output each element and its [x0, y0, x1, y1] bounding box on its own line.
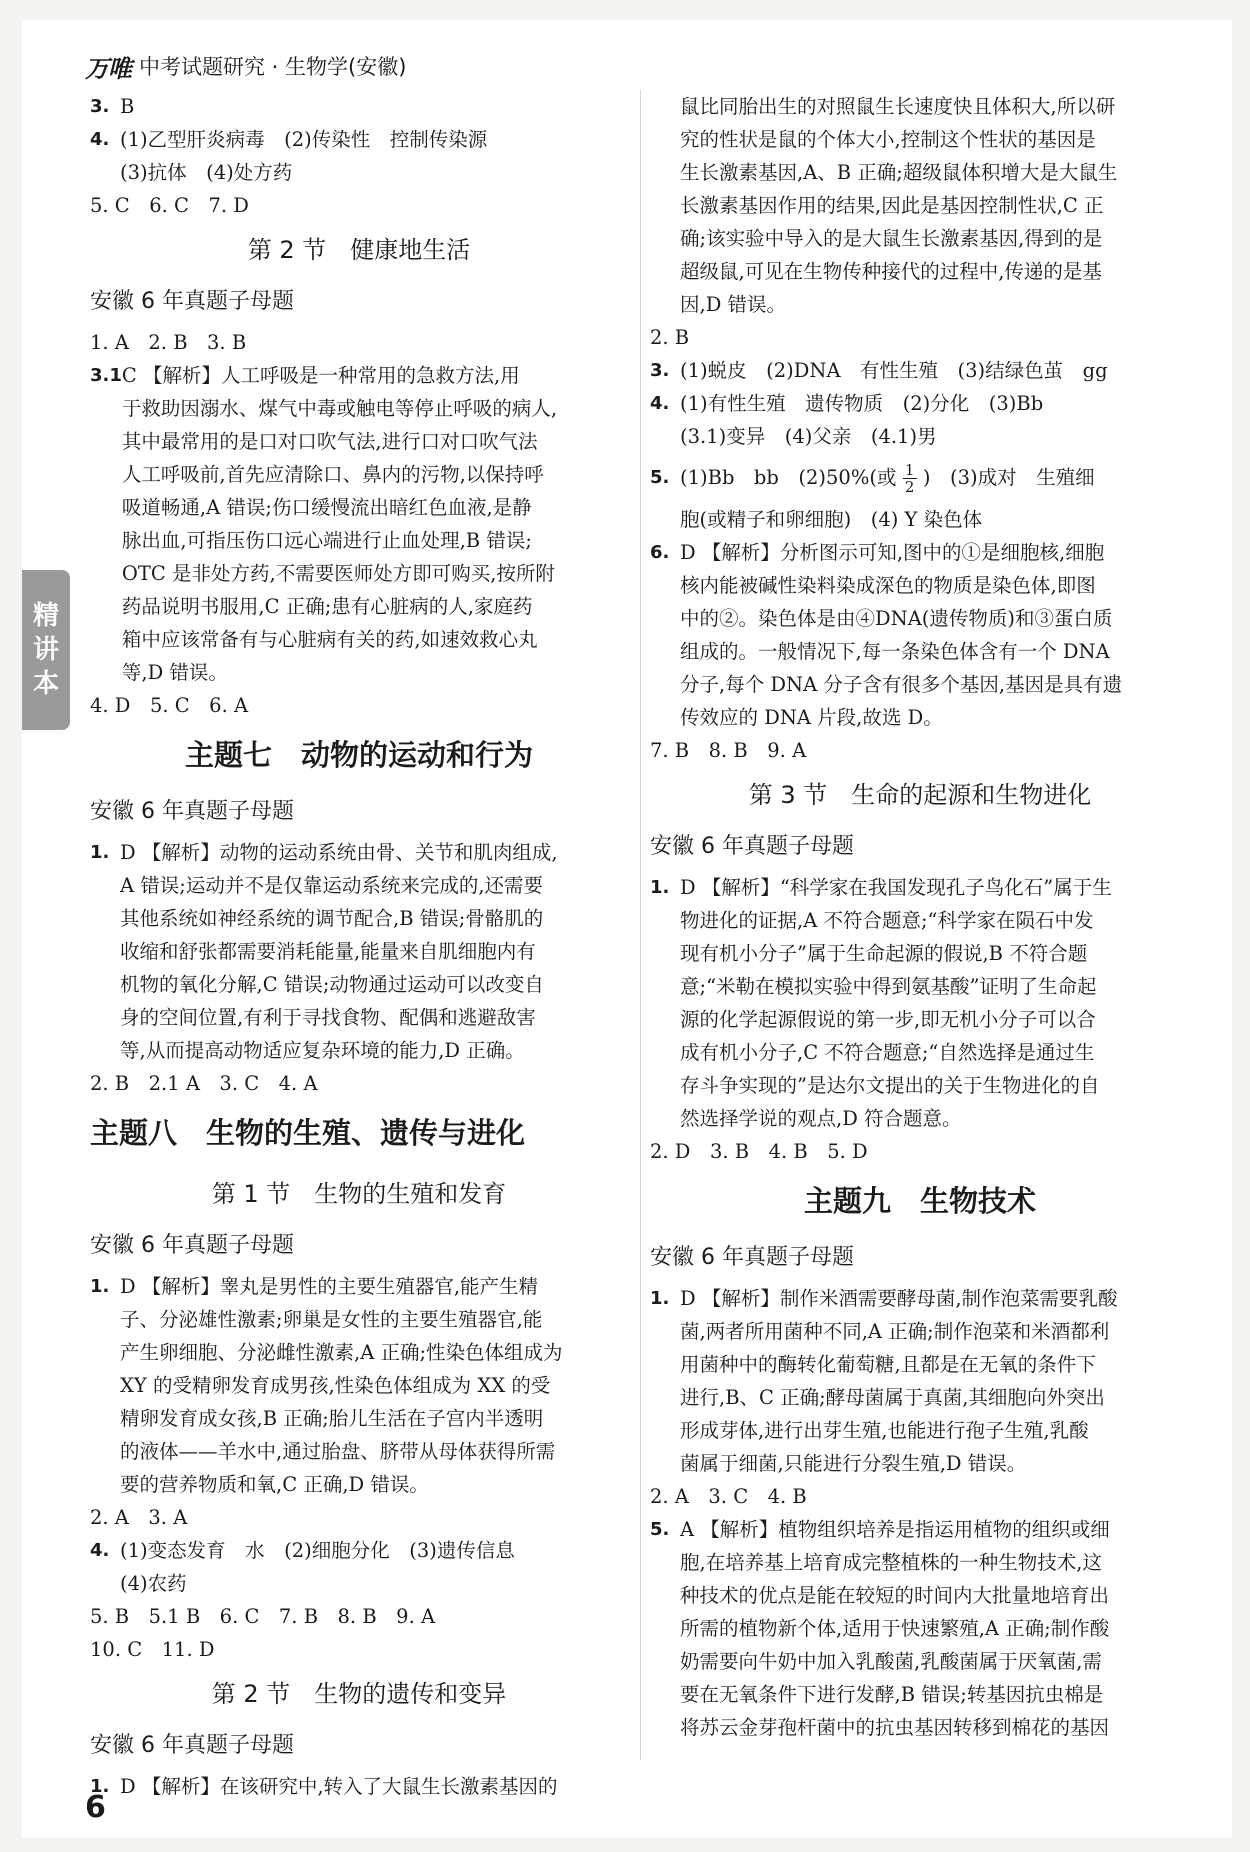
question-number: 3. [90, 96, 110, 117]
answer-line: 胞(或精子和卵细胞) (4) Y 染色体 [680, 508, 983, 531]
answer-text: (1)乙型肝炎病毒 (2)传染性 控制传染源 [120, 128, 488, 151]
question-number: 5. [650, 1519, 670, 1540]
explanation-text [680, 871, 1112, 1135]
question-number: 1. [90, 1276, 110, 1297]
text-line: 进行,B、C 正确;酵母菌属于真菌,其细胞向外突出 [680, 1386, 1105, 1409]
text-line: 身的空间位置,有利于寻找食物、配偶和逃避敌害 [120, 1006, 536, 1029]
text-line: 现有机小分子”属于生命起源的假说,B 不符合题 [680, 942, 1088, 965]
explanation-block [650, 536, 1190, 734]
fraction-denominator: 2 [904, 478, 915, 496]
answer-line [650, 453, 1190, 503]
text-line: 于救助因溺水、煤气中毒或触电等停止呼吸的病人, [121, 397, 558, 420]
subheading: 安徽 6 年真题子母题 [90, 289, 294, 314]
section-title: 第 2 节 健康地生活 [247, 236, 471, 264]
text-line: OTC 是非处方药,不需要医师处方即可购买,按所附 [121, 562, 555, 585]
question-number: 6. [650, 542, 670, 563]
text-line: 种技术的优点是能在较短的时间内大批量地培育出 [680, 1584, 1110, 1607]
answer-text [680, 453, 1095, 503]
text-line: 收缩和舒张都需要消耗能量,能量来自肌细胞内有 [120, 940, 536, 963]
answer-line: 2. B [650, 326, 690, 349]
text-line: 机物的氧化分解,C 错误;动物通过运动可以改变自 [120, 973, 544, 996]
answer-line: 2. A 3. C 4. B [650, 1485, 807, 1508]
text-line: 箱中应该常备有与心脏病有关的药,如速效救心丸 [121, 628, 538, 651]
text-line: 形成芽体,进行出芽生殖,也能进行孢子生殖,乳酸 [680, 1419, 1089, 1442]
explanation-text [680, 1513, 1110, 1744]
question-number: 1. [650, 877, 670, 898]
answer-text: (1)蜕皮 (2)DNA 有性生殖 (3)结绿色茧 gg [680, 359, 1108, 382]
text-line: 因,D 错误。 [680, 293, 787, 316]
brand-logo: 万唯 [85, 54, 131, 83]
text-line: 然选择学说的观点,D 符合题意。 [680, 1107, 962, 1130]
text-line: 等,从而提高动物适应复杂环境的能力,D 正确。 [120, 1039, 525, 1062]
text-line: 长激素基因作用的结果,因此是基因控制性状,C 正 [680, 194, 1104, 217]
text-line: 分子,每个 DNA 分子含有很多个基因,基因是具有遗 [680, 673, 1123, 696]
section-title: 第 1 节 生物的生殖和发育 [211, 1180, 507, 1208]
section-title: 第 3 节 生命的起源和生物进化 [748, 781, 1092, 809]
answer-line: (3)抗体 (4)处方药 [120, 161, 293, 184]
question-number: 3. [650, 360, 670, 381]
text-line: 核内能被碱性染料染成深色的物质是染色体,即图 [680, 574, 1096, 597]
text-line: 药品说明书服用,C 正确;患有心脏病的人,家庭药 [121, 595, 533, 618]
text-line: 传效应的 DNA 片段,故选 D。 [680, 706, 943, 729]
text-line: 物进化的证据,A 不符合题意;“科学家在陨石中发 [680, 909, 1094, 932]
right-column [650, 90, 1190, 1744]
topic-title: 主题九 生物技术 [803, 1184, 1036, 1218]
text-line: 的液体——羊水中,通过胎盘、脐带从母体获得所需 [120, 1440, 556, 1463]
subheading: 安徽 6 年真题子母题 [90, 1733, 294, 1758]
topic-title: 主题八 生物的生殖、遗传与进化 [90, 1116, 526, 1150]
header-title: 中考试题研究 · 生物学(安徽) [139, 55, 407, 79]
text-line: 人工呼吸前,首先应清除口、鼻内的污物,以保持呼 [121, 463, 544, 486]
topic-title: 主题七 动物的运动和行为 [184, 738, 533, 772]
question-number: 4. [650, 393, 670, 414]
question-number: 1. [90, 842, 110, 863]
answer-text: (1)有性生殖 遗传物质 (2)分化 (3)Bb [680, 392, 1044, 415]
answer-line: 10. C 11. D [90, 1638, 215, 1661]
explanation-block [650, 1513, 1190, 1744]
explanation-block [90, 1270, 628, 1501]
subheading: 安徽 6 年真题子母题 [650, 1245, 854, 1270]
side-tab-char: 精 [32, 601, 59, 631]
side-tab [22, 570, 70, 730]
answer-text: D 【解析】在该研究中,转入了大鼠生长激素基因的 [120, 1775, 558, 1798]
text-line: D 【解析】制作米酒需要酵母菌,制作泡菜需要乳酸 [680, 1287, 1118, 1310]
left-column [90, 90, 628, 1803]
text-line: 存斗争实现的”是达尔文提出的关于生物进化的自 [680, 1074, 1100, 1097]
subheading: 安徽 6 年真题子母题 [90, 1233, 294, 1258]
text-line: XY 的受精卵发育成男孩,性染色体组成为 XX 的受 [120, 1374, 551, 1397]
text-line: 精卵发育成女孩,B 正确;胎儿生活在子宫内半透明 [120, 1407, 544, 1430]
answer-line: 2. D 3. B 4. B 5. D [650, 1140, 868, 1163]
text-line: 确;该实验中导入的是大鼠生长激素基因,得到的是 [680, 227, 1103, 250]
text-line: A 错误;运动并不是仅靠运动系统来完成的,还需要 [120, 874, 544, 897]
answer-line: 5. C 6. C 7. D [90, 194, 249, 217]
answer-line [90, 1534, 628, 1567]
text-line: D 【解析】动物的运动系统由骨、关节和肌肉组成, [120, 841, 558, 864]
text-line: 成有机小分子,C 不符合题意;“自然选择是通过生 [680, 1041, 1095, 1064]
text-line: 超级鼠,可见在生物传种接代的过程中,传递的是基 [680, 260, 1102, 283]
explanation-block [650, 871, 1190, 1135]
question-number: 5. [650, 467, 670, 488]
answer-line [90, 123, 628, 156]
text-line: 菌属于细菌,只能进行分裂生殖,D 错误。 [680, 1452, 1027, 1475]
answer-line: 2. B 2.1 A 3. C 4. A [90, 1072, 318, 1095]
question-number: 1. [650, 1288, 670, 1309]
answer-line [650, 354, 1190, 387]
answer-line: 2. A 3. A [90, 1506, 188, 1529]
explanation-text [680, 1282, 1118, 1480]
text-line: 生长激素基因,A、B 正确;超级鼠体积增大是大鼠生 [680, 161, 1118, 184]
answer-text-part: ) (3)成对 生殖细 [922, 466, 1095, 489]
text-line: 要在无氧条件下进行发酵,B 错误;转基因抗虫棉是 [680, 1683, 1104, 1706]
explanation-block [90, 359, 628, 689]
fraction [903, 462, 917, 495]
answer-line [90, 1770, 628, 1803]
explanation-block [650, 1282, 1190, 1480]
text-line: 将苏云金芽孢杆菌中的抗虫基因转移到棉花的基因 [680, 1716, 1110, 1739]
text-line: 脉出血,可指压伤口远心端进行止血处理,B 错误; [121, 529, 532, 552]
side-tab-char: 本 [32, 669, 59, 699]
text-line: 意;“米勒在模拟实验中得到氨基酸”证明了生命起 [680, 975, 1097, 998]
page-header [85, 46, 406, 86]
text-line: D 【解析】分析图示可知,图中的①是细胞核,细胞 [680, 541, 1105, 564]
text-line: D 【解析】睾丸是男性的主要生殖器官,能产生精 [120, 1275, 539, 1298]
text-line: 子、分泌雄性激素;卵巢是女性的主要生殖器官,能 [120, 1308, 543, 1331]
text-line: 鼠比同胎出生的对照鼠生长速度快且体积大,所以研 [680, 95, 1116, 118]
question-number: 4. [90, 129, 110, 150]
explanation-text [120, 1270, 563, 1501]
text-line: 究的性状是鼠的个体大小,控制这个性状的基因是 [680, 128, 1096, 151]
subheading: 安徽 6 年真题子母题 [650, 834, 854, 859]
text-line: A 【解析】植物组织培养是指运用植物的组织或细 [680, 1518, 1110, 1541]
question-number: 3.1 [90, 365, 122, 386]
subheading: 安徽 6 年真题子母题 [90, 799, 294, 824]
text-line: 奶需要向牛奶中加入乳酸菌,乳酸菌属于厌氧菌,需 [680, 1650, 1102, 1673]
column-divider [640, 90, 641, 1760]
text-line: 用菌种中的酶转化葡萄糖,且都是在无氧的条件下 [680, 1353, 1096, 1376]
text-line: 源的化学起源假说的第一步,即无机小分子可以合 [680, 1008, 1096, 1031]
text-line: C 【解析】人工呼吸是一种常用的急救方法,用 [121, 364, 520, 387]
answer-text: B [120, 95, 135, 118]
text-line: 要的营养物质和氧,C 正确,D 错误。 [120, 1473, 429, 1496]
question-number: 4. [90, 1540, 110, 1561]
answer-line: (3.1)变异 (4)父亲 (4.1)男 [680, 425, 937, 448]
text-line: 其他系统如神经系统的调节配合,B 错误;骨骼肌的 [120, 907, 544, 930]
answer-line [650, 387, 1190, 420]
page-number: 6 [85, 1790, 106, 1825]
text-line: 产生卵细胞、分泌雌性激素,A 正确;性染色体组成为 [120, 1341, 563, 1364]
text-line: 吸道畅通,A 错误;伤口缓慢流出暗红色血液,是静 [121, 496, 532, 519]
text-line: 中的②。染色体是由④DNA(遗传物质)和③蛋白质 [680, 607, 1113, 630]
explanation-text [122, 359, 557, 689]
explanation-text [680, 536, 1122, 734]
fraction-numerator: 1 [904, 461, 915, 479]
text-line: 胞,在培养基上培育成完整植株的一种生物技术,这 [680, 1551, 1102, 1574]
answer-line: 1. A 2. B 3. B [90, 331, 247, 354]
answer-line: 7. B 8. B 9. A [650, 739, 807, 762]
answer-text-part: (1)Bb bb (2)50%(或 [680, 466, 897, 489]
text-line: 组成的。一般情况下,每一条染色体含有一个 DNA [680, 640, 1110, 663]
text-line: 所需的植物新个体,适用于快速繁殖,A 正确;制作酸 [680, 1617, 1110, 1640]
answer-line: 5. B 5.1 B 6. C 7. B 8. B 9. A [90, 1605, 436, 1628]
side-tab-char: 讲 [32, 635, 59, 665]
text-line: 等,D 错误。 [121, 661, 228, 684]
text-line: 其中最常用的是口对口吹气法,进行口对口吹气法 [121, 430, 538, 453]
answer-line: (4)农药 [120, 1572, 187, 1595]
explanation-continuation [650, 90, 1190, 321]
answer-text: (1)变态发育 水 (2)细胞分化 (3)遗传信息 [120, 1539, 515, 1562]
answer-line [90, 90, 628, 123]
explanation-block [90, 836, 628, 1067]
explanation-text [120, 836, 558, 1067]
section-title: 第 2 节 生物的遗传和变异 [211, 1680, 507, 1708]
text-line: 菌,两者所用菌种不同,A 正确;制作泡菜和米酒都利 [680, 1320, 1110, 1343]
question-number: 1. [90, 1776, 110, 1797]
text-line: D 【解析】“科学家在我国发现孔子鸟化石”属于生 [680, 876, 1112, 899]
answer-line: 4. D 5. C 6. A [90, 694, 249, 717]
